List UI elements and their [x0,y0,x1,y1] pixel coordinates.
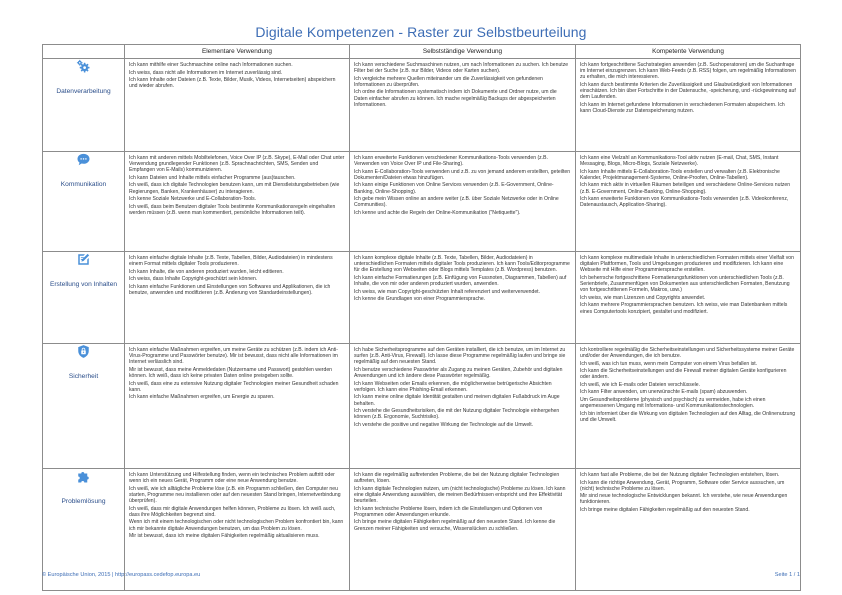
descriptor-text: Ich weiss, dass Inhalte Copyright-geschützt sein können. [129,276,258,283]
descriptor-text: Ich kann Unterstützung und Hilfestellung finden, wenn ein technisches Problem auftritt oder wenn ich ein neues Gerät, Programm oder eine neue Anwendung benutze. [129,472,335,485]
descriptor-cell [576,152,801,252]
row-kommunikation [43,152,801,252]
descriptor-text: Ich kann E-Collaboration-Tools verwenden und z.B. zu von jemand anderem erstellten, geteilten Dokumenten/Dateien etwas hinzufügen. [354,168,571,181]
descriptor-text: Ich kann Webseiten oder Emails erkennen, die möglicherweise betrügerische Absichten verfolgen. Ich kann eine Phishing-Email erkennen. [354,380,552,393]
descriptor-text: Ich kann die Sicherheitseinstellungen und die Firewall meiner digitalen Geräte konfigurieren oder ändern. [580,368,787,381]
descriptor-text: Mir ist bewusst, dass ich meine digitalen Fähigkeiten regelmäßig aktualisieren muss. [129,533,320,540]
descriptor-text: Ich kann fast alle Probleme, die bei der Nutzung digitaler Technologien entstehen, lösen. [580,472,780,478]
descriptor-text: Ich habe Sicherheitsprogramme auf den Geräten installiert, die ich benutze, um im Internet zu surfen (z.B. Anti-Virus, Firewall). Ich lasse diese Programme regelmäßig laufen und bringe sie regelmäßig auf den neuesten Stand. [354,347,566,366]
descriptor-text: Ich benutze verschiedene Passwörter als Zugang zu meinen Geräten, Zubehör und digitalen Anwendungen und ich ändere diese Passwörter regelmäßig. [354,366,563,380]
descriptor-text: Ich kann einige Funktionen von Online Services verwenden (z.B. E-Government, Online-Banking, Online-Shopping). [354,182,554,195]
descriptor-text: Ich weiß, wie ich E-mails oder Dateien verschlüssele. [580,381,701,388]
competence-grid [42,44,801,591]
descriptor-text: Ich weiß, dass ich digitale Technologien benutzen kann, um mit Dienstleistungsbetrieben (wie Regierungen, Banken, Krankenhäuser) zu interagieren. [129,182,340,195]
descriptor-text: Ich kann im Internet gefundene Informationen in verschiedenen Formaten abspeichern. Ich kann Cloud-Dienste zur Datenspeicherung nutzen. [580,101,785,115]
descriptor-text: Ich kann komplexe multimediale Inhalte in unterschiedlichen Formaten mittels einer Vielfalt von digitalen Plattformen, Tools und Umgebungen produzieren und modifizieren. Ich kann eine Webseite mit Hilfe einer Programmiersprache erstellen. [580,255,794,274]
footer-copyright-link[interactable]: © Europäische Union, 2015 | http://europass.cedefop.europa.eu [42,572,201,578]
descriptor-text: Ich kann durch bestimmte Kriterien die Zuverlässigkeit und Glaubwürdigkeit von Informationen einschätzen. Ich bin über Fortschritte in der Datensuche, -speicherung, und -rückgewinnung auf dem Laufenden. [580,81,796,101]
descriptor-text: Ich kann einfache digitale Inhalte (z.B. Texte, Tabellen, Bilder, Audiodateien) in mindestens einem Format mittels digitaler Tools produzieren. [129,255,333,268]
header-row [43,45,801,59]
descriptor-cell [576,59,801,152]
gears-icon [76,59,91,74]
descriptor-text: Ich kann fortgeschrittene Suchstrategien anwenden (z.B. Suchoperatoren) um die Suchanfrage im Internet einzugrenzen. Ich kann Web-Feeds (z.B. RSS) folgen, um regelmäßig Informationen zu erhalten, die mich interessieren. [580,62,796,81]
descriptor-cell [576,469,801,591]
row-erstellung-von-inhalten [43,252,801,344]
descriptor-text: Ich kann eine Vielzahl an Kommunikations-Tool aktiv nutzen (E-mail, Chat, SMS, Instant Messaging, Blogs, Micro-Blogs, Soziale Netzwerke). [580,155,779,168]
descriptor-text: Ich weiß, wie ich alltägliche Probleme löse (z.B. ein Programm schließen, den Computer neu starten, Programme neu installieren oder auf den neuesten Stand bringen, Internetverbindung überprüfen). [129,485,341,505]
descriptor-text: Ich kenne Soziale Netzwerke und E-Collaboration-Tools. [129,196,257,203]
descriptor-cell [350,59,576,152]
category-label: Erstellung von Inhalten [49,281,118,288]
descriptor-text: Ich kann einfache Maßnahmen ergreifen, um Energie zu sparen. [129,394,275,401]
descriptor-text: Ich kenne und achte die Regeln der Online-Kommunikation ("Netiquette"). [354,209,521,216]
category-cell [43,59,125,152]
descriptor-text: Wenn ich mit einem technologischen oder nicht technologischen Problem konfrontiert bin, kann ich mir bekannte digitale Anwendungen benutzen, um das Problem zu lösen. [129,519,344,532]
descriptor-text: Ich kann Inhalte mittels E-Collaboration-Tools erstellen und verwalten (z.B. Elektronische Kalender, Projektmanagement-Systeme, Online-Proofen, Online-Tabellen). [580,168,780,181]
page-title: Digitale Kompetenzen - Raster zur Selbstbeurteilung [255,24,587,40]
descriptor-text: Ich weiss, wie man Lizenzen und Copyrights anwendet. [580,294,706,301]
row-datenverarbeitung [43,59,801,152]
descriptor-text: Ich kann Filter anwenden, um unerwünschte E-mails (spam) abzuwenden. [580,389,748,396]
descriptor-text: Ich weiß, was ich tun muss, wenn mein Computer von einem Virus befallen ist. [580,360,758,367]
descriptor-text: Ich kann Inhalte oder Dateien (z.B. Texte, Bilder, Musik, Videos, Internetseiten) abspeichern und wieder abrufen. [129,77,336,90]
column-header: Kompetente Verwendung [576,45,801,59]
category-label: Datenverarbeitung [56,88,111,95]
speech-bubble-icon [76,152,91,167]
descriptor-text: Ich verstehe die positive und negative Wirkung der Technologie auf die Umwelt. [354,421,534,428]
descriptor-text: Ich kann komplexe digitale Inhalte (z.B. Texte, Tabellen, Bilder, Audiodateien) in unterschiedlichen Formaten mittels digitaler Tools produzieren. Ich kann Tools/Editorprogramme für die Erstellung von Webseiten oder Blogs mittels Templates (z.B. Wordpress) benutzen. [354,255,570,274]
category-label: Problemlösung [61,498,106,505]
descriptor-text: Ich kann verschiedene Suchmaschinen nutzen, um nach Informationen zu suchen. Ich benutze Filter bei der Suche (z.B. nur Bilder, Videos oder Karten suchen). [354,62,569,75]
descriptor-text: Ich weiß, dass eine zu extensive Nutzung digitaler Technologien meiner Gesundheit schaden kann. [129,380,339,393]
descriptor-text: Ich vergleiche mehrere Quellen miteinander um die Zuverlässigkeit von gefundenen Informationen zu überprüfen. [354,75,543,88]
descriptor-text: Ich kann die richtige Anwendung, Gerät, Programm, Software oder Service aussuchen, um (nicht) technische Probleme zu lösen. [580,479,785,492]
descriptor-text: Ich kann einfache Formatierungen (z.B. Einfügung von Fussnoten, Diagrammen, Tabellen) auf Inhalte, die von mir oder anderen produziert wurden, anwenden. [354,274,567,288]
descriptor-text: Ich kann mithilfe einer Suchmaschine online nach Informationen suchen. [129,62,293,68]
descriptor-text: Ich kann einfache Funktionen und Einstellungen von Softwares und Applikationen, die ich benutze, anwenden und modifizieren (z.B. Änderung von Standardeinstellungen). [129,283,331,296]
descriptor-cell [125,252,350,344]
descriptor-text: Ich kann erweiterte Funktionen von Kommunikations-Tools verwenden (z.B. Videokonferenz, Datenaustausch, Application-Sharing). [580,196,789,209]
descriptor-text: Ich kann Dateien und Inhalte mittels einfacher Programme (aus)tauschen. [129,174,296,181]
category-label: Sicherheit [68,373,99,380]
descriptor-text: Ich weiss, wie man Copyright-geschützten Inhalt referenziert und weiterverwendet. [354,288,541,295]
descriptor-text: Um Gesundheitsprobleme (physisch und psychisch) zu vermeiden, habe ich einen angemessenen Umgang mit Informations- und Kommunikationstechnologien. [580,396,766,410]
descriptor-cell [125,152,350,252]
descriptor-text: Ich kann mehrere Programmiersprachen benutzen. Ich weiss, wie man Datenbanken mittels eines Computertools konzipiert, gestaltet und modifiziert. [580,302,788,315]
header-empty [43,45,125,59]
descriptor-text: Ich kann Inhalte, die von anderen produziert wurden, leicht editieren. [129,268,284,275]
footer-page-number: Seite 1 / 1 [774,572,800,578]
category-label: Kommunikation [60,181,107,188]
descriptor-text: Ich bringe meine digitalen Fähigkeiten regelmäßig auf den neuesten Stand. Ich kenne die Grenzen meiner Fähigkeiten und versuche, Wissenslücken zu schließen. [354,519,556,532]
descriptor-text: Ich kann einfache Maßnahmen ergreifen, um meine Geräte zu schützen (z.B. indem ich Anti-Virus-Programme und Passwörter benutze). Mir ist bewusst, dass nicht alle Informationen im Internet verlässlich sind. [129,347,338,366]
descriptor-cell [125,59,350,152]
descriptor-text: Mir sind neue technologische Entwicklungen bekannt. Ich verstehe, wie neue Anwendungen funktionieren. [580,493,788,506]
descriptor-cell [350,344,576,469]
descriptor-text: Mir ist bewusst, dass meine Anmeldedaten (Nutzername und Passwort) gestohlen werden können. Ich weiß, dass ich keine privaten Daten online preisgeben sollte. [129,366,333,380]
row-sicherheit [43,344,801,469]
descriptor-text: Ich kann technische Probleme lösen, indem ich die Einstellungen und Optionen von Programmen oder Anwendungen erkunde. [354,505,543,518]
descriptor-text: Ich ordne die Informationen systematisch indem ich Dokumente und Ordner nutze, um die Daten einfacher abrufen zu können. Ich mache regelmäßig Backups der abgespeicherten Informationen. [354,89,557,108]
descriptor-cell [125,344,350,469]
descriptor-text: Ich kann digitale Technologien nutzen, um (nicht technologische) Probleme zu lösen. Ich kann eine digitale Anwendung auswählen, die meinen Bedürfnissen entspricht und ihre Effektivität beurteilen. [354,485,566,505]
descriptor-text: Ich verstehe die Gesundheitsrisiken, die mit der Nutzung digitaler Technologie einhergehen können (z.B. Ergonomie, Suchtrisiko). [354,408,560,421]
category-cell [43,344,125,469]
edit-icon [76,252,91,267]
column-header: Elementare Verwendung [125,45,350,59]
descriptor-text: Ich bin informiert über die Wirkung von digitalen Technologien auf den Alltag, die Onlinenutzung und die Umwelt. [580,410,796,423]
descriptor-text: Ich weiß, dass mir digitale Anwendungen helfen können, Probleme zu lösen. Ich weiß auch, dass ihre Möglichkeiten begrenzt sind. [129,505,336,518]
column-header: Selbstständige Verwendung [350,45,576,59]
descriptor-cell [576,344,801,469]
descriptor-cell [350,152,576,252]
descriptor-text: Ich kann mit anderen mittels Mobiltelefonen, Voice Over IP (z.B. Skype), E-Mail oder Chat unter Verwendung grundlegender Funktionen (z.B. Sprachnachrichten, SMS, Senden und Empfangen von E-Mails) kommunizieren. [129,155,345,174]
descriptor-cell [350,469,576,591]
descriptor-text: Ich kenne die Grundlagen von einer Programmiersprache. [354,296,486,303]
descriptor-cell [350,252,576,344]
descriptor-text: Ich kann meine online digitale Identität gestalten und meinen digitalen Fußabdruck im Auge behalten. [354,394,560,407]
puzzle-icon [76,469,91,484]
category-cell [43,152,125,252]
shield-icon [76,344,91,359]
descriptor-text: Ich kontrolliere regelmäßig die Sicherheitseinstellungen und Sicherheitssysteme meiner Geräte und/oder der Anwendungen, die ich benutze. [580,347,795,360]
descriptor-text: Ich bringe meine digitalen Fähigkeiten regelmäßig auf den neuesten Stand. [580,506,750,513]
descriptor-text: Ich kann die regelmäßig auftretenden Probleme, die bei der Nutzung digitaler Technologien auftreten, lösen. [354,472,560,485]
descriptor-cell [576,252,801,344]
descriptor-text: Ich weiß, dass beim Benutzen digitaler Tools bestimmte Kommunikationsregeln eingehalten werden müssen (z.B. wenn man kommentiert, persönliche Informationen teilt). [129,203,336,216]
category-cell [43,252,125,344]
descriptor-text: Ich kann erweiterte Funktionen verschiedener Kommunikations-Tools verwenden (z.B. Verwenden von Voice Over IP und File-Sharing). [354,155,548,168]
descriptor-text: Ich beherrsche fortgeschrittene Formatierungsfunktionen von unterschiedlichen Tools (z.B. Serienbriefe, Zusammenfügen von Dokumenten aus unterschiedlichen Formaten, Benutzung von fortgeschrittenen Formeln, Makros, usw.) [580,274,790,294]
descriptor-text: Ich weiss, dass nicht alle Informationen im Internet zuverlässig sind. [129,69,283,76]
descriptor-text: Ich kann mich aktiv in virtuellen Räumen beteiligen und verschiedene Online-Services nutzen (z.B. E-Government, Online-Banking, Online-Shopping). [580,182,791,195]
descriptor-text: Ich gebe mein Wissen online an andere weiter (z.B. über Soziale Netzwerke oder in Online Communities). [354,196,559,209]
